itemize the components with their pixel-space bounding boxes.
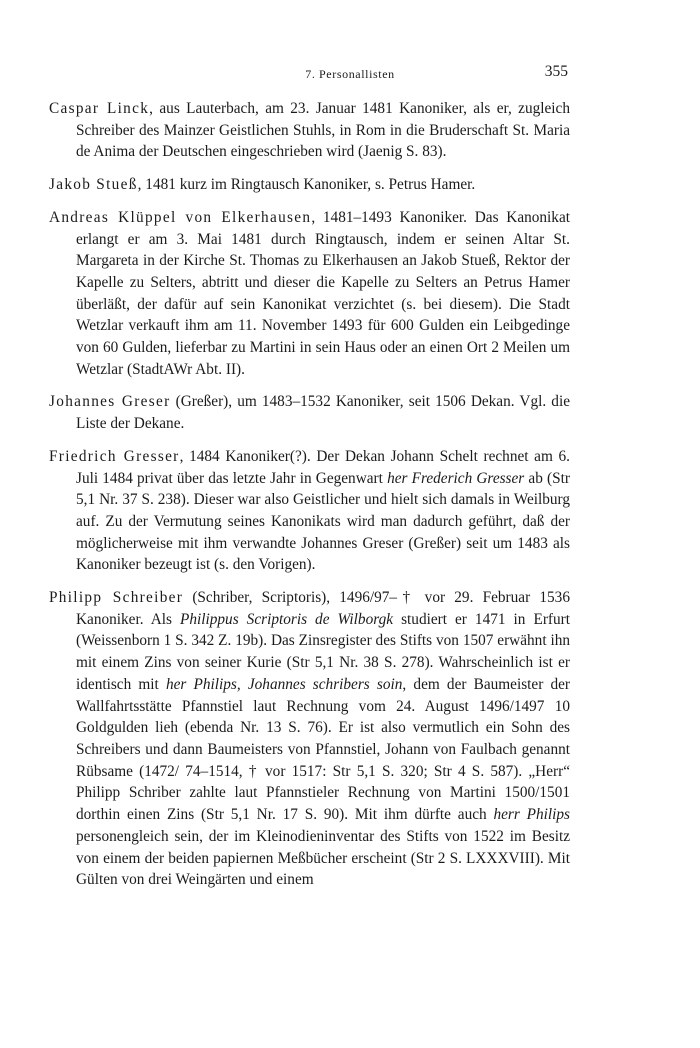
list-entry	[49, 207, 570, 381]
person-name: Andreas Klüppel von Elkerhausen	[49, 208, 312, 226]
entry-text: (Greßer), um 1483–1532 Kanoniker, seit 1506 Dekan. Vgl. die Liste der Dekane.	[76, 393, 570, 433]
list-entry	[49, 446, 570, 576]
list-entry	[49, 98, 570, 163]
entry-text: ab (Str 5,1 Nr. 37 S. 238). Dieser war also Geistlicher und hielt sich damals in Weilburg auf. Zu der Vermutung seines Kanonikats wird man dadurch geführt, daß der möglicherweise mit ihm verwandte Johannes Greser (Greßer) seit um 1483 als Kanoniker bezeugt ist (s. den Vorigen).	[76, 469, 570, 574]
entry-text: , 1481 kurz im Ringtausch Kanoniker, s. Petrus Hamer.	[137, 176, 476, 194]
entry-text: studiert er 1471 in Erfurt (Weissenborn 1 S. 342 Z. 19b). Das Zinsregister des Stifts von 1507 erwähnt ihn mit einem Zins von seiner Kurie (Str 5,1 Nr. 38 S. 278). Wahrscheinlich ist er identisch mit	[76, 610, 570, 693]
quoted-source-name: Philippus Scriptoris de Wilborgk	[180, 610, 394, 628]
person-name: Caspar Linck	[49, 100, 150, 117]
list-entry	[49, 587, 570, 891]
running-head	[0, 62, 700, 84]
entry-text: personengleich sein, der im Kleinodieninventar des Stifts von 1522 im Besitz von einem der beiden papiernen Meßbücher erscheint (Str 2 S. LXXXVIII). Mit Gülten von drei Weingärten und einem	[76, 827, 570, 889]
person-name: Johannes Greser	[49, 393, 171, 411]
quoted-source-name: herr Philips	[493, 806, 570, 824]
personnel-list	[49, 98, 570, 902]
quoted-source-name: her Philips, Johannes schribers soin	[165, 675, 403, 693]
person-name: Philipp Schreiber	[49, 589, 184, 607]
entry-text: , 1481–1493 Kanoniker. Das Kanonikat erlangt er am 3. Mai 1481 durch Ringtausch, indem er seinen Altar St. Margareta in der Kirche St. Thomas zu Elkerhausen an Jakob Stueß, Rektor der Kapelle zu Selters, abtritt und dieser die Kapelle zu Selters an Petrus Hamer überläßt, der dafür auf sein Kanonikat verzichtet (s. bei diesem). Die Stadt Wetzlar verkauft ihm am 11. November 1493 für 600 Gulden ein Leibgedinge von 60 Gulden, lieferbar zu Martini in sein Haus oder an einen Ort 2 Meilen um Wetzlar (StadtAWr Abt. II).	[76, 208, 570, 378]
running-title: 7. Personallisten	[305, 67, 395, 81]
list-entry	[49, 391, 570, 434]
quoted-source-name: her Frederich Gresser	[387, 469, 525, 487]
person-name: Friedrich Gresser	[49, 447, 180, 465]
entry-text: , aus Lauterbach, am 23. Januar 1481 Kanoniker, als er, zugleich Schreiber des Mainzer Geistlichen Stuhls, in Rom in die Bruderschaft St. Maria de Anima der Deutschen eingeschrieben wird (Jaenig S. 83).	[76, 100, 570, 161]
person-name: Jakob Stueß	[49, 176, 138, 194]
entry-text: (Schriber, Scriptoris), 1496/97–† vor 29. Februar 1536 Kanoniker. Als	[76, 589, 570, 628]
page-number: 355	[544, 63, 568, 80]
list-entry	[49, 174, 570, 196]
entry-text: , dem der Baumeister der Wallfahrtsstätte Pfannstiel laut Rechnung vom 24. August 1496/1497 10 Goldgulden lieh (ebenda Nr. 13 S. 76). Er ist also vermutlich ein Sohn des Schreibers und dann Baumeisters von Pfannstiel, Johann von Faulbach genannt Rübsame (1472/ 74–1514, † vor 1517: Str 5,1 S. 320; Str 4 S. 587). „Herr“ Philipp Schriber zahlte laut Pfannstieler Rechnung von Martini 1500/1501 dorthin einen Zins (Str 5,1 Nr. 17 S. 90). Mit ihm dürfte auch	[76, 675, 570, 824]
entry-text: , 1484 Kanoniker(?). Der Dekan Johann Schelt rechnet am 6. Juli 1484 privat über das letzte Jahr in Gegenwart	[76, 447, 571, 487]
